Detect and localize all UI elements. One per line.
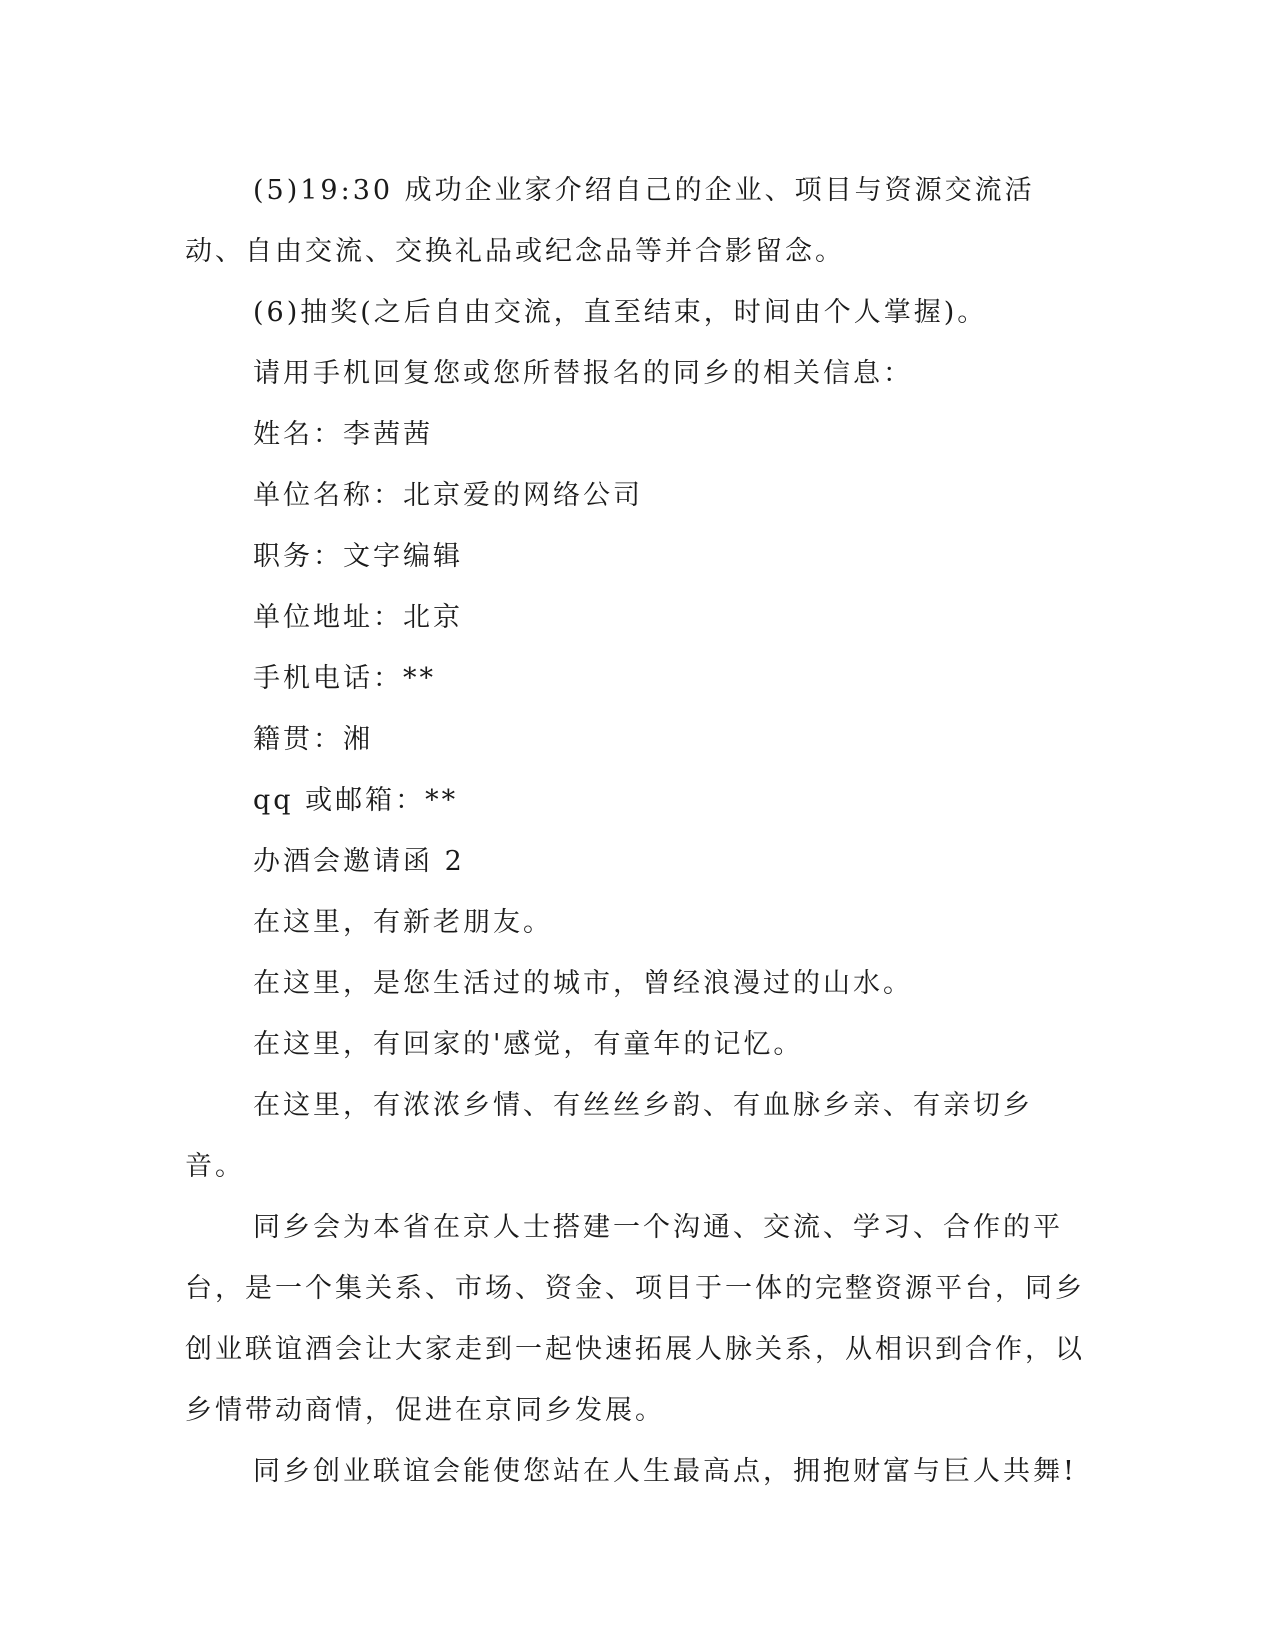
paragraph-lottery: (6)抽奖(之后自由交流，直至结束，时间由个人掌握)。 xyxy=(253,297,988,328)
field-address: 单位地址：北京 xyxy=(253,602,463,633)
paragraph-closing: 同乡创业联谊会能使您站在人生最高点，拥抱财富与巨人共舞! xyxy=(253,1456,1077,1487)
paragraph-here-friends: 在这里，有新老朋友。 xyxy=(253,907,553,938)
field-phone: 手机电话：** xyxy=(253,663,436,694)
paragraph-reply-instructions: 请用手机回复您或您所替报名的同乡的相关信息： xyxy=(253,358,913,389)
document-body xyxy=(185,160,1085,1502)
paragraph-lottery-prev: (5)19:30 成功企业家介绍自己的企业、项目与资源交流活动、自由交流、交换礼品或纪念品等并合影留念。 xyxy=(185,175,1035,267)
paragraph-here-city: 在这里，是您生活过的城市，曾经浪漫过的山水。 xyxy=(253,968,913,999)
field-hometown: 籍贯：湘 xyxy=(253,724,373,755)
paragraph-here-home: 在这里，有回家的'感觉，有童年的记忆。 xyxy=(253,1029,804,1060)
paragraph-here-hometown-feeling: 在这里，有浓浓乡情、有丝丝乡韵、有血脉乡亲、有亲切乡音。 xyxy=(185,1090,1033,1182)
field-company: 单位名称：北京爱的网络公司 xyxy=(253,480,643,511)
paragraph-association-platform: 同乡会为本省在京人士搭建一个沟通、交流、学习、合作的平台，是一个集关系、市场、资金、项目于一体的完整资源平台，同乡创业联谊酒会让大家走到一起快速拓展人脉关系，从相识到合作，以乡情带动商情，促进在京同乡发展。 xyxy=(185,1212,1085,1426)
field-name: 姓名：李茜茜 xyxy=(253,419,433,450)
field-qq-email: qq 或邮箱：** xyxy=(253,785,459,816)
section-heading: 办酒会邀请函 2 xyxy=(253,846,465,877)
field-position: 职务：文字编辑 xyxy=(253,541,463,572)
